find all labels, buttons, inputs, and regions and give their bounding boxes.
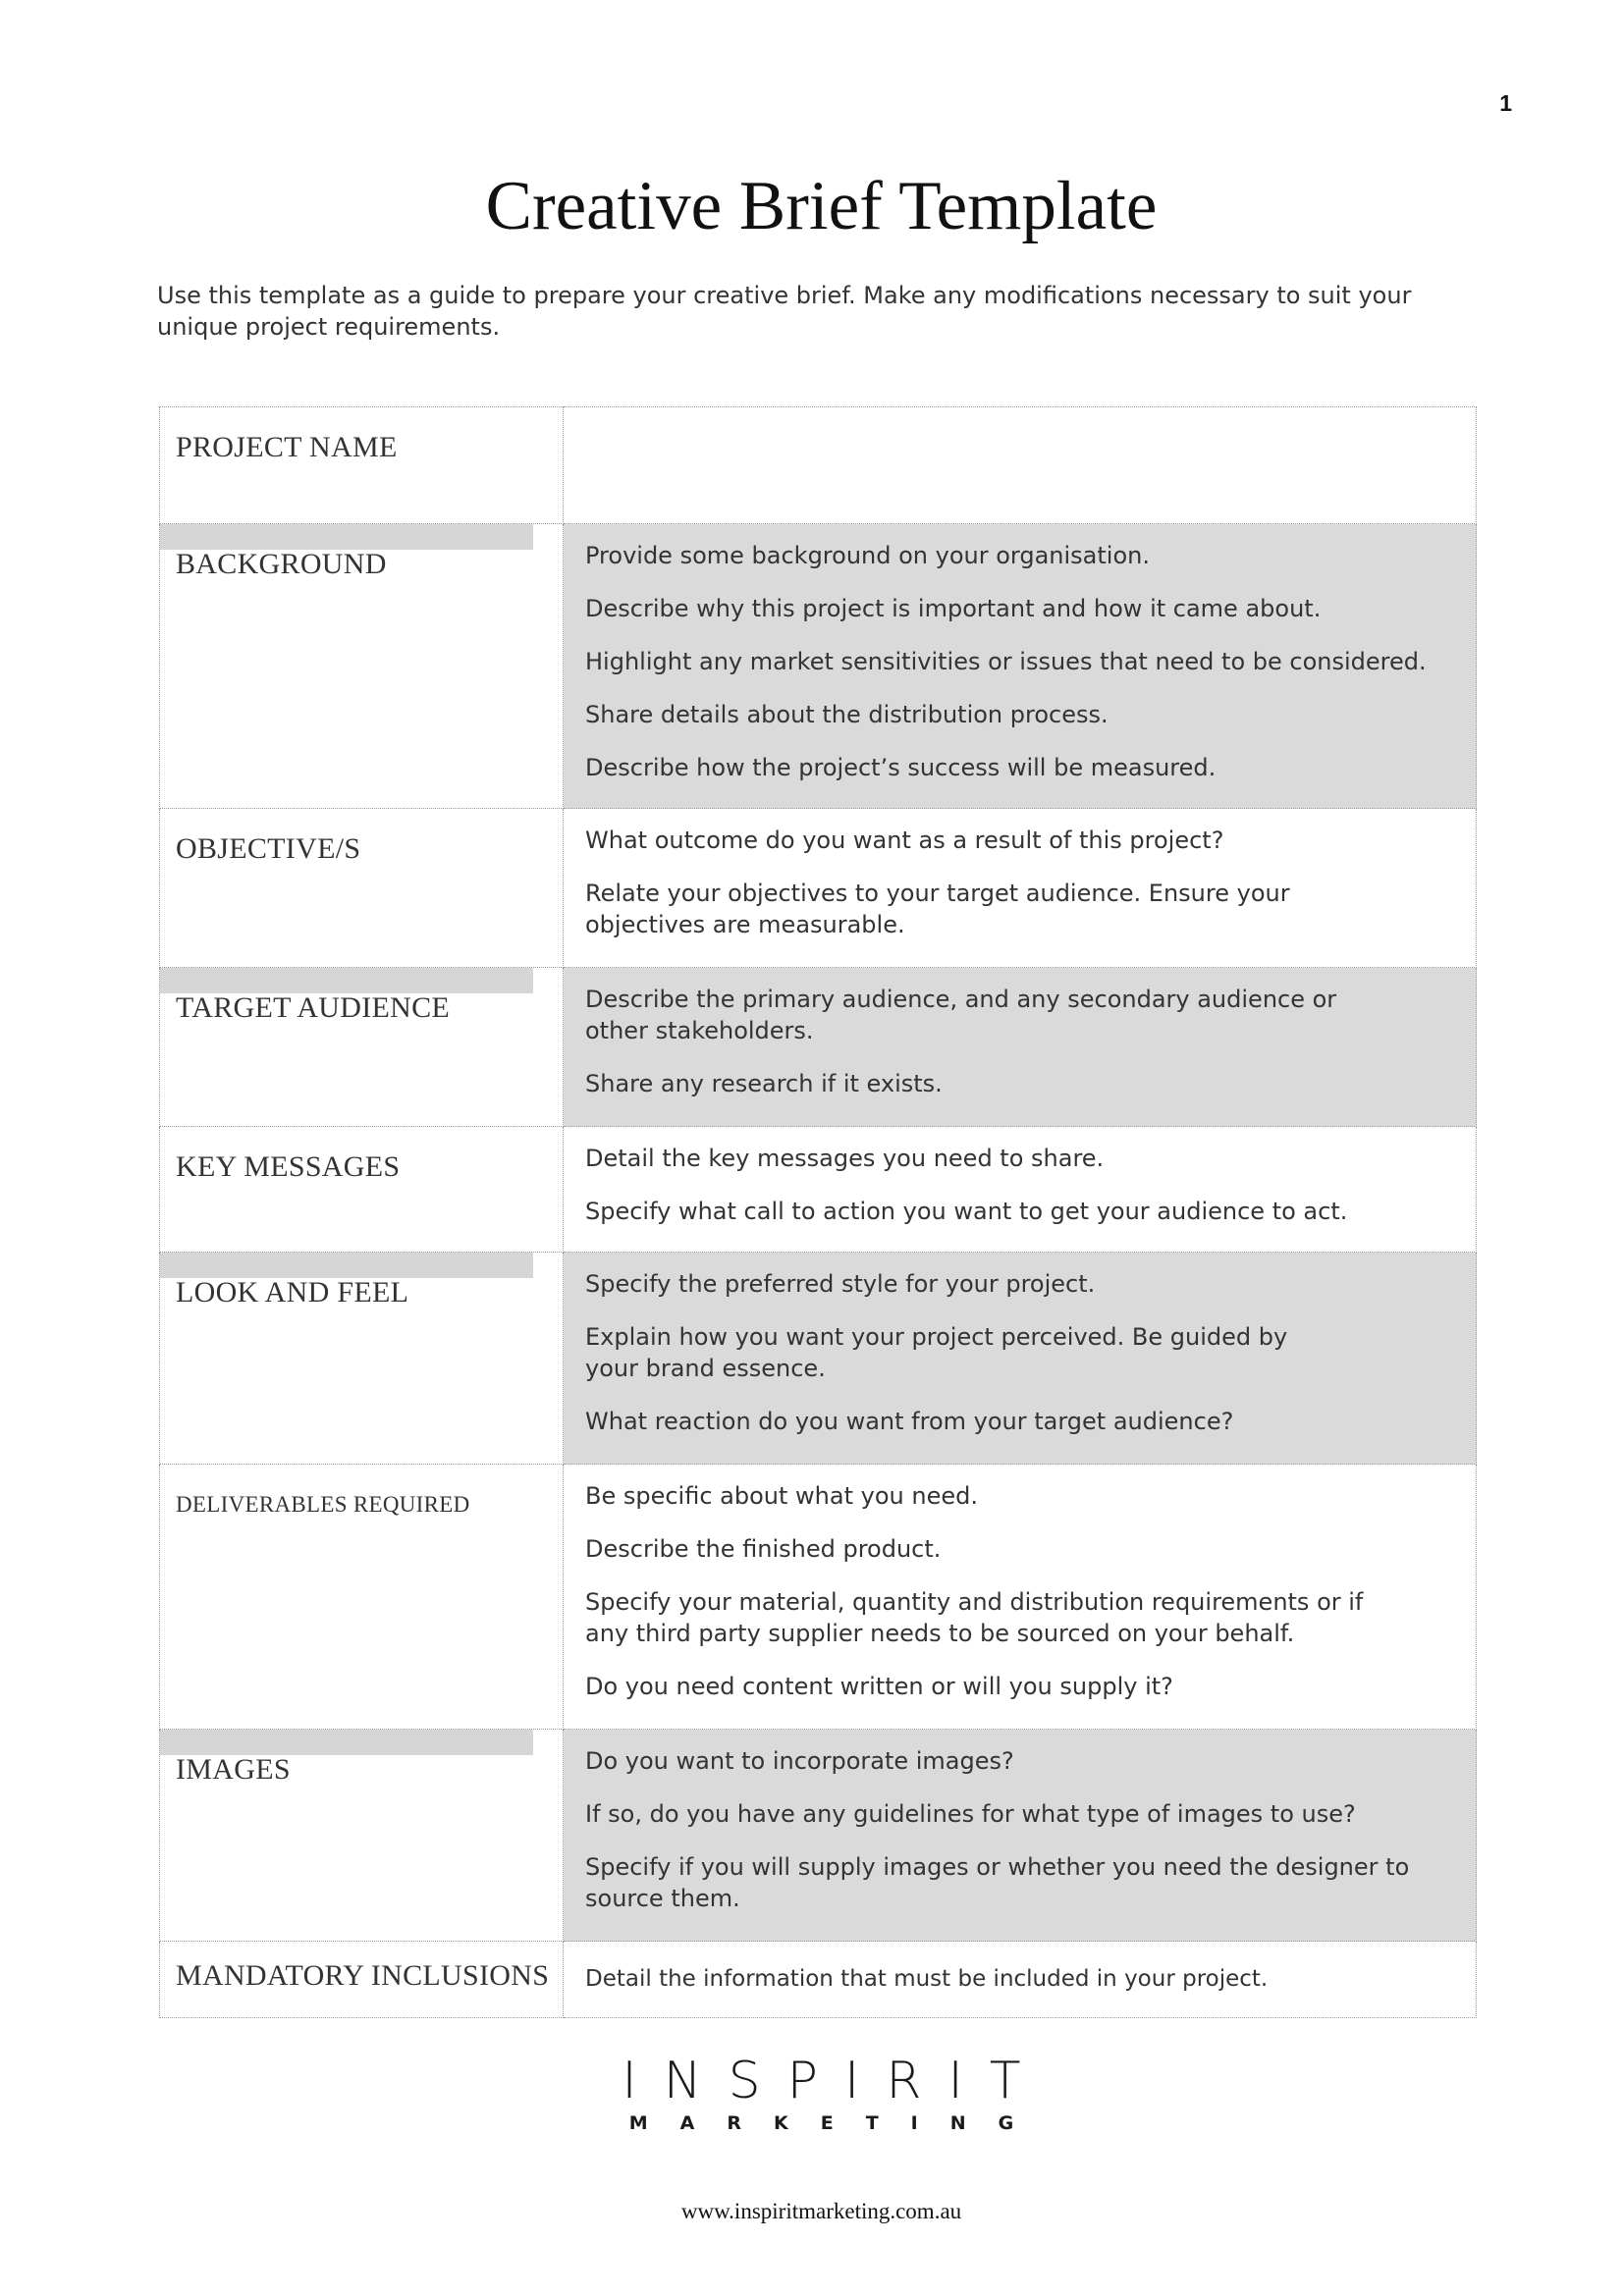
project-name-field[interactable] [564, 407, 1477, 524]
row-label: LOOK AND FEEL [176, 1276, 409, 1308]
content-line: Share details about the distribution process. [585, 701, 1109, 728]
content-line: Highlight any market sensitivities or issues that need to be considered. [585, 648, 1427, 675]
logo-wordmark: INSPIRIT [622, 2052, 1048, 2110]
content-line: Describe the primary audience, and any secondary audience or other stakeholders. [585, 986, 1337, 1044]
content-line: Describe why this project is important and how it came about. [585, 595, 1322, 622]
row-content-cell [564, 1253, 1477, 1465]
table-row-objectives [160, 809, 1477, 968]
row-label: OBJECTIVE/S [176, 832, 361, 865]
row-label: BACKGROUND [176, 548, 387, 580]
content-line: Explain how you want your project perceived. Be guided by your brand essence. [585, 1323, 1288, 1382]
table-row-target-audience [160, 968, 1477, 1127]
content-line: Do you want to incorporate images? [585, 1747, 1014, 1775]
row-content-cell [564, 1942, 1477, 2018]
creative-brief-table [159, 406, 1477, 2018]
content-line: Describe the finished product. [585, 1535, 942, 1563]
row-label: DELIVERABLES REQUIRED [176, 1492, 470, 1517]
content-line: Provide some background on your organisation. [585, 542, 1150, 569]
content-line: What reaction do you want from your target audience? [585, 1408, 1234, 1435]
row-label-cell [160, 1253, 564, 1465]
content-line: Detail the information that must be included in your project. [585, 1966, 1269, 1992]
row-content-cell [564, 968, 1477, 1127]
table-row-deliverables [160, 1465, 1477, 1730]
table-row-background [160, 524, 1477, 809]
row-content-cell [564, 809, 1477, 968]
row-label-cell [160, 1127, 564, 1253]
logo-subtitle: MARKETING [628, 2112, 1047, 2134]
row-content-cell [564, 1465, 1477, 1730]
row-label-cell [160, 968, 564, 1127]
page-number: 1 [1499, 90, 1512, 116]
row-label-cell [160, 407, 564, 524]
content-line: Be specific about what you need. [585, 1482, 978, 1510]
content-line: Describe how the project’s success will be measured. [585, 754, 1217, 781]
content-line: What outcome do you want as a result of this project? [585, 827, 1224, 854]
content-line: If so, do you have any guidelines for what type of images to use? [585, 1800, 1356, 1828]
row-label-cell [160, 1942, 564, 2018]
row-label-cell [160, 809, 564, 968]
content-line: Share any research if it exists. [585, 1070, 943, 1097]
table-row-images [160, 1730, 1477, 1942]
footer-url[interactable]: www.inspiritmarketing.com.au [680, 2199, 962, 2223]
table-row-look-and-feel [160, 1253, 1477, 1465]
row-content-cell [564, 1730, 1477, 1942]
content-line: Specify your material, quantity and distribution requirements or if any third party supplier needs to be sourced on your behalf. [585, 1588, 1364, 1647]
row-content-cell [564, 524, 1477, 809]
content-line: Do you need content written or will you supply it? [585, 1673, 1173, 1700]
content-line: Detail the key messages you need to share. [585, 1145, 1105, 1172]
content-line: Specify what call to action you want to get your audience to act. [585, 1198, 1348, 1225]
row-label: TARGET AUDIENCE [176, 991, 451, 1024]
inspirit-marketing-logo [0, 2052, 1623, 2134]
intro-text: Use this template as a guide to prepare your creative brief. Make any modifications necessary to suit your unique project requirements. [157, 282, 1412, 341]
content-line: Specify if you will supply images or whether you need the designer to source them. [585, 1853, 1410, 1912]
row-label-cell [160, 1730, 564, 1942]
row-label: PROJECT NAME [176, 431, 398, 463]
table-row-key-messages [160, 1127, 1477, 1253]
row-label-cell [160, 1465, 564, 1730]
row-content-cell [564, 1127, 1477, 1253]
page-title: Creative Brief Template [485, 168, 1158, 244]
table-row-project-name [160, 407, 1477, 524]
table-row-mandatory-inclusions [160, 1942, 1477, 2018]
row-label: IMAGES [176, 1753, 291, 1786]
row-label-cell [160, 524, 564, 809]
content-line: Relate your objectives to your target audience. Ensure your objectives are measurable. [585, 880, 1290, 938]
content-line: Specify the preferred style for your project. [585, 1270, 1096, 1298]
row-label: MANDATORY INCLUSIONS [176, 1959, 550, 1992]
row-label: KEY MESSAGES [176, 1150, 401, 1183]
